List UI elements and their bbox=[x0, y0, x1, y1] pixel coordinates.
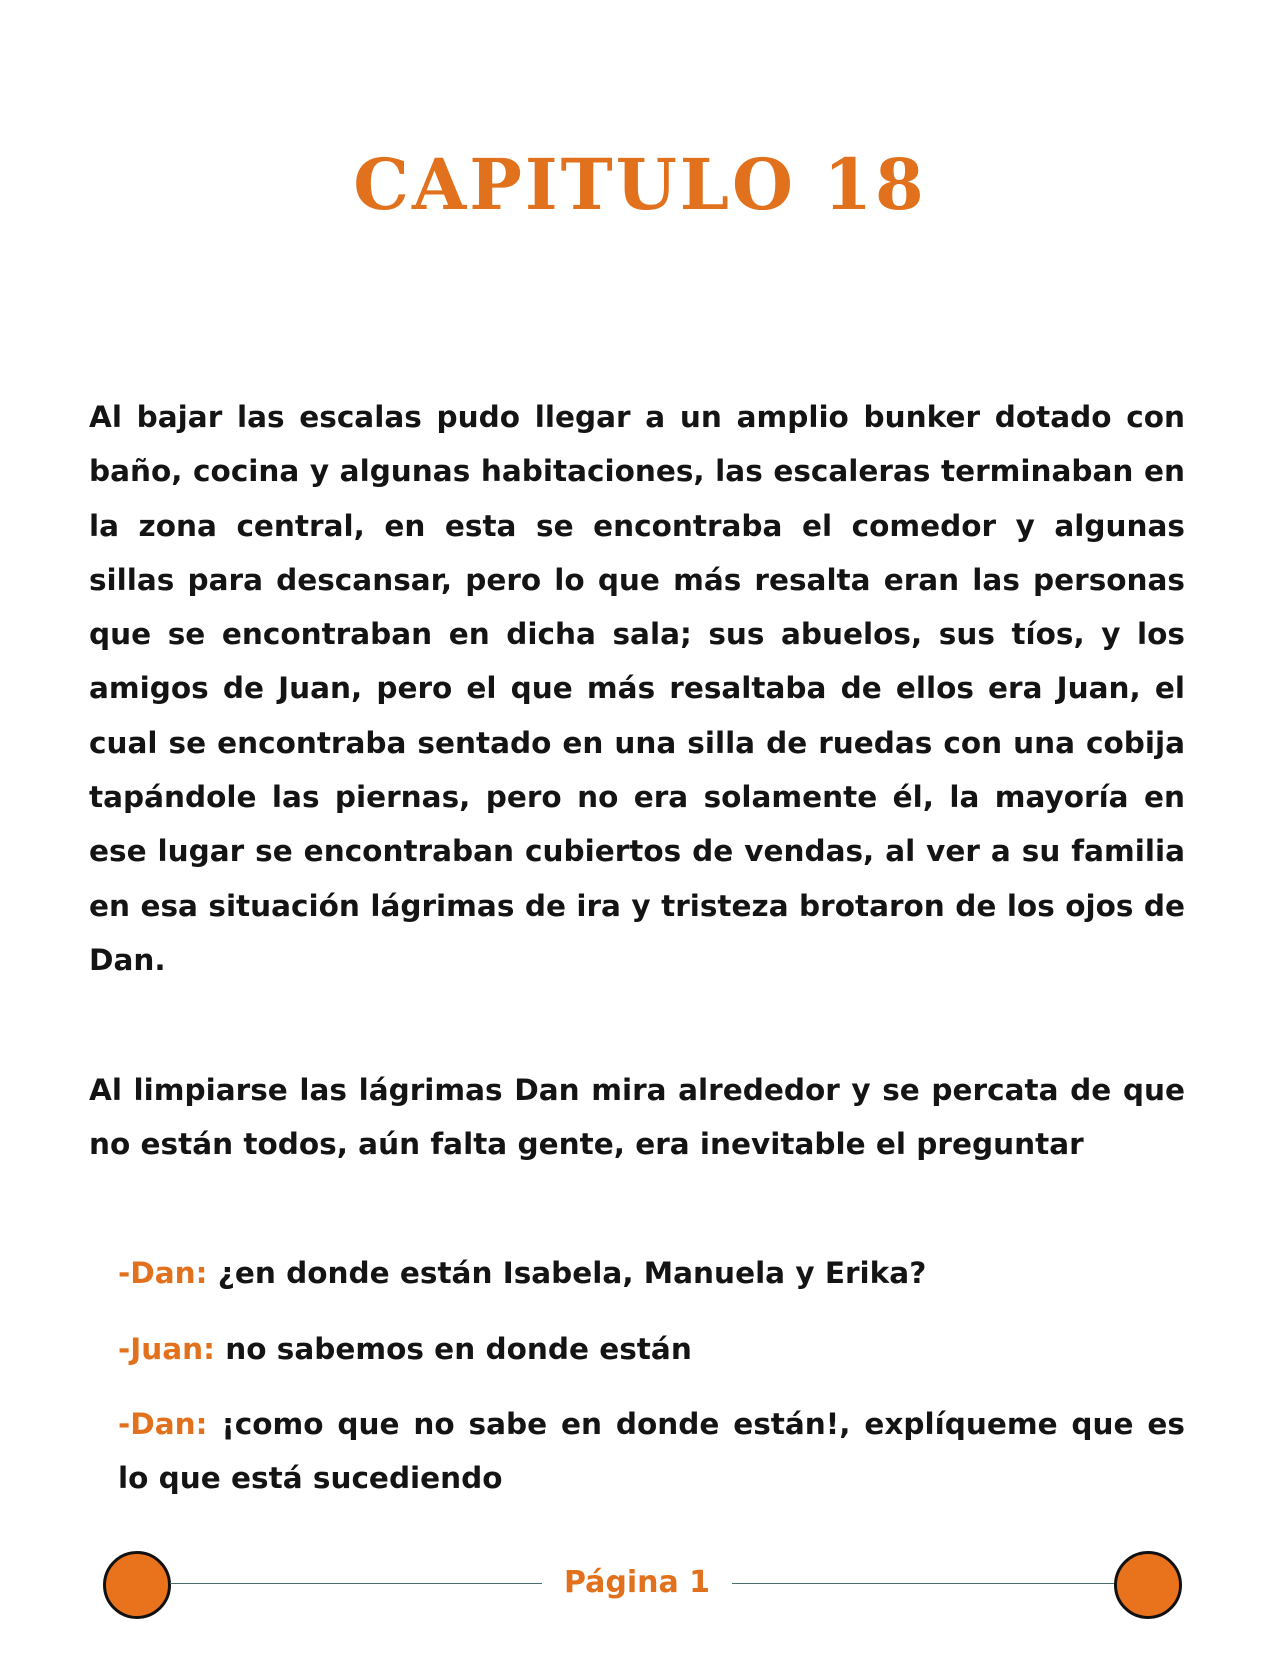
dialogue-text: no sabemos en donde están bbox=[225, 1332, 692, 1366]
dialogue-speaker: -Juan: bbox=[118, 1332, 215, 1366]
dialogue-line-3 bbox=[118, 1397, 1185, 1505]
footer-circle-left bbox=[103, 1551, 171, 1619]
dialogue-line-2 bbox=[118, 1322, 1185, 1376]
footer-rule-right bbox=[732, 1583, 1114, 1584]
dialogue-line-1 bbox=[118, 1246, 1185, 1300]
chapter-title: CAPITULO 18 bbox=[353, 143, 927, 226]
dialogue-speaker: -Dan: bbox=[118, 1407, 208, 1441]
page-number: Página 1 bbox=[563, 1565, 711, 1600]
footer-rule-left bbox=[170, 1583, 542, 1584]
footer-circle-right bbox=[1114, 1551, 1182, 1619]
dialogue-speaker: -Dan: bbox=[118, 1256, 208, 1290]
body-paragraph-2: Al limpiarse las lágrimas Dan mira alrededor y se percata de que no están todos, aún falta gente, era inevitable el preguntar bbox=[89, 1073, 1185, 1162]
dialogue-text: ¿en donde están Isabela, Manuela y Erika? bbox=[217, 1256, 927, 1290]
dialogue-text: ¡como que no sabe en donde están!, explíqueme que es lo que está sucediendo bbox=[118, 1407, 1185, 1495]
body-paragraph-1: Al bajar las escalas pudo llegar a un amplio bunker dotado con baño, cocina y algunas habitaciones, las escaleras terminaban en la zona central, en esta se encontraba el comedor y algunas sillas para descansar, pero lo que más resalta eran las personas que se encontraban en dicha sala; sus abuelos, sus tíos, y los amigos de Juan, pero el que más resaltaba de ellos era Juan, el cual se encontraba sentado en una silla de ruedas con una cobija tapándole las piernas, pero no era solamente él, la mayoría en ese lugar se encontraban cubiertos de vendas, al ver a su familia en esa situación lágrimas de ira y tristeza brotaron de los ojos de Dan. bbox=[89, 400, 1185, 977]
